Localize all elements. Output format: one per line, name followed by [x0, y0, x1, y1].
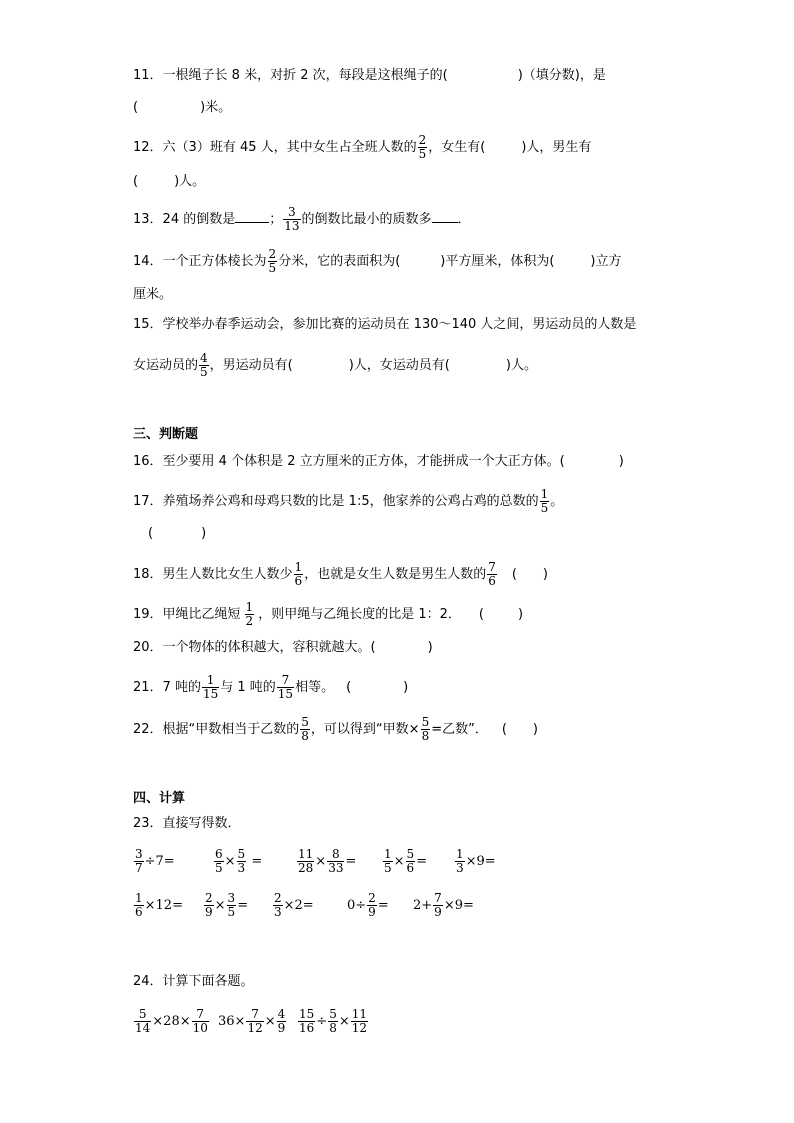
q16-text-a: 16．至少要用 4 个体积是 2 立方厘米的正方体，才能拼成一个大正方体。( [133, 454, 565, 469]
fraction-denominator: 6 [488, 574, 496, 588]
fraction-numerator: 3 [135, 847, 143, 861]
question-21 [133, 674, 408, 701]
question-13 [133, 206, 471, 233]
fraction-numerator: 7 [277, 674, 294, 688]
calc-operator: ÷ [316, 1014, 328, 1029]
calc-text: = [247, 854, 263, 869]
fraction-numerator: 2 [368, 891, 376, 905]
fraction-denominator: 6 [406, 861, 415, 875]
fraction-denominator: 7 [135, 861, 143, 875]
question-14 [133, 248, 622, 275]
calc-text: ×9= [443, 898, 474, 913]
q12-text-e: )人。 [174, 174, 206, 189]
fraction-numerator: 1 [202, 674, 219, 688]
fraction-denominator: 3 [456, 861, 464, 875]
fraction-numerator: 2 [418, 133, 427, 147]
fraction-denominator: 28 [298, 861, 314, 875]
fraction-denominator: 10 [192, 1021, 208, 1035]
fraction-denominator: 13 [284, 219, 300, 233]
calc-problem-2 [218, 1008, 287, 1035]
fraction-numerator: 7 [246, 1008, 263, 1022]
calc-fraction [406, 848, 416, 875]
q13-text-b: ； [269, 212, 283, 227]
calc-fraction [327, 848, 344, 875]
q21-fraction-2 [277, 674, 294, 701]
q14-fraction [268, 248, 278, 275]
q21-text-b: 与 1 吨的 [220, 680, 276, 695]
calc-expression-7 [203, 892, 248, 919]
calc-operator: × [264, 1014, 276, 1029]
question-19 [133, 601, 523, 628]
calc-text: ÷7= [144, 854, 175, 869]
calc-fraction [298, 1008, 315, 1035]
q22-text-c: =乙数”． [431, 722, 488, 737]
q15-text-a: 15．学校举办春季运动会，参加比赛的运动员在 130～140 人之间，男运动员的人数是 [133, 317, 637, 332]
calc-expression-3 [296, 848, 356, 875]
q17-fraction [540, 488, 550, 515]
fraction-numerator: 6 [215, 847, 223, 861]
fraction-numerator: 11 [298, 847, 314, 861]
q15-text-e: )人。 [505, 358, 537, 373]
question-22 [133, 716, 538, 743]
fraction-numerator: 5 [237, 847, 246, 861]
q14-text-c: )平方厘米，体积为( [440, 254, 555, 269]
calc-expression-5 [454, 848, 496, 875]
question-11 [133, 66, 606, 86]
q22-text-b: ，可以得到“甲数× [310, 722, 420, 737]
fraction-numerator: 4 [200, 351, 208, 365]
calc-problem-1 [133, 1008, 210, 1035]
calc-text: = [416, 854, 428, 869]
calc-fraction [367, 892, 377, 919]
fraction-denominator: 9 [205, 905, 213, 919]
q19-text-d: ) [517, 607, 524, 622]
calc-fraction [134, 1008, 151, 1035]
calc-expression-10 [413, 892, 474, 919]
calc-expression-2 [213, 848, 262, 875]
q20-text-b: ) [427, 640, 433, 655]
fraction-denominator: 16 [299, 1021, 315, 1035]
fraction-numerator: 1 [456, 847, 464, 861]
q19-text-a: 19．甲绳比乙绳短 [133, 607, 241, 622]
fraction-denominator: 12 [351, 1021, 368, 1035]
q13-text-c: 的倒数比最小的质数多 [301, 212, 432, 227]
q22-text-e: ) [532, 722, 538, 737]
q14-text-e: 厘米。 [133, 287, 173, 302]
q19-text-b: ，则甲绳与乙绳长度的比是 1：2． [258, 607, 461, 622]
fraction-denominator: 6 [294, 574, 303, 588]
fraction-numerator: 5 [301, 715, 309, 729]
calc-fraction [273, 892, 283, 919]
q15-text-b: 女运动员的 [133, 358, 199, 373]
q11-text-c: ( [133, 100, 139, 115]
question-15 [133, 315, 636, 335]
fraction-numerator: 7 [434, 891, 442, 905]
fraction-numerator: 15 [299, 1007, 315, 1021]
q21-text-d: ( [346, 680, 352, 695]
fraction-denominator: 9 [368, 905, 376, 919]
q16-text-b: ) [618, 454, 624, 469]
calc-text: 36× [218, 1014, 246, 1029]
fraction-numerator: 1 [135, 891, 143, 905]
fraction-denominator: 6 [135, 905, 143, 919]
fraction-numerator: 1 [540, 487, 549, 501]
q18-fraction-2 [487, 561, 497, 588]
section-4-heading: 四、计算 [133, 791, 186, 806]
q12-text-d: ( [133, 174, 139, 189]
fraction-numerator: 3 [283, 206, 300, 220]
q13-underline-1[interactable] [235, 208, 269, 223]
calc-fraction [297, 848, 314, 875]
calc-operator: × [338, 1014, 350, 1029]
calc-fraction [433, 892, 443, 919]
calc-text: ×9= [465, 854, 496, 869]
fraction-numerator: 5 [134, 1008, 151, 1022]
fraction-denominator: 14 [135, 1021, 151, 1035]
calc-text: ×12= [144, 898, 183, 913]
q11-text-d: )米。 [200, 100, 232, 115]
calc-operator: × [393, 854, 405, 869]
fraction-numerator: 1 [294, 560, 303, 574]
q12-text-a: 12．六（3）班有 45 人，其中女生占全班人数的 [133, 140, 417, 155]
fraction-denominator: 15 [277, 687, 294, 701]
fraction-numerator: 3 [227, 891, 236, 905]
fraction-denominator: 33 [328, 861, 344, 875]
calc-fraction [277, 1008, 287, 1035]
calc-operator: × [224, 854, 236, 869]
q22-fraction-2 [421, 716, 431, 743]
calc-fraction [227, 892, 237, 919]
q18-fraction-1 [294, 561, 304, 588]
fraction-denominator: 5 [227, 905, 236, 919]
fraction-denominator: 5 [268, 261, 277, 275]
calc-expression-1 [133, 848, 175, 875]
question-17-cont [148, 524, 206, 544]
q15-fraction [199, 352, 209, 379]
q12-fraction [418, 134, 428, 161]
fraction-denominator: 15 [202, 687, 219, 701]
calc-text: 0÷ [347, 898, 367, 913]
question-17 [133, 488, 563, 515]
q11-text-a: 11．一根绳子长 8 米，对折 2 次，每段是这根绳子的( [133, 68, 448, 83]
calc-operator: × [315, 854, 327, 869]
fraction-denominator: 12 [247, 1021, 263, 1035]
calc-fraction [237, 848, 247, 875]
q18-text-b: ，也就是女生人数是男生人数的 [304, 567, 487, 582]
fraction-numerator: 5 [329, 1007, 337, 1021]
q14-text-b: 分米，它的表面积为( [278, 254, 401, 269]
calc-text: 2+ [413, 898, 433, 913]
calc-expression-6 [133, 892, 183, 919]
calc-expression-4 [382, 848, 427, 875]
fraction-denominator: 9 [434, 905, 442, 919]
fraction-denominator: 8 [421, 729, 430, 743]
q21-fraction-1 [202, 674, 219, 701]
fraction-denominator: 5 [384, 861, 392, 875]
q13-text-a: 13．24 的倒数是 [133, 212, 236, 227]
calc-text: = [345, 854, 357, 869]
q14-text-d: )立方 [590, 254, 622, 269]
fraction-numerator: 7 [488, 560, 496, 574]
fraction-numerator: 11 [351, 1007, 368, 1021]
fraction-denominator: 3 [274, 905, 282, 919]
fraction-denominator: 5 [418, 147, 427, 161]
fraction-denominator: 9 [277, 1021, 286, 1035]
fraction-numerator: 1 [384, 847, 392, 861]
calc-problem-3 [297, 1008, 369, 1035]
question-18 [133, 561, 548, 588]
q13-fraction [283, 206, 300, 233]
q17-text-b: 。 [550, 494, 564, 509]
fraction-numerator: 5 [421, 715, 430, 729]
calc-text: = [237, 898, 249, 913]
calc-expression-8 [272, 892, 314, 919]
fraction-denominator: 2 [245, 614, 254, 628]
calc-fraction [192, 1008, 209, 1035]
q11-text-b: )（填分数)，是 [517, 68, 606, 83]
fraction-denominator: 5 [215, 861, 223, 875]
q22-text-a: 22．根据“甲数相当于乙数的 [133, 722, 300, 737]
calc-fraction [134, 892, 144, 919]
q19-fraction [245, 601, 255, 628]
q18-text-c: ( [511, 567, 517, 582]
fraction-numerator: 2 [205, 891, 213, 905]
question-23-title: 23．直接写得数． [133, 816, 241, 831]
q15-text-c: ，男运动员有( [209, 358, 293, 373]
question-14-cont [133, 285, 172, 305]
fraction-numerator: 8 [327, 848, 344, 862]
q15-text-d: )人，女运动员有( [348, 358, 450, 373]
q18-text-a: 18．男生人数比女生人数少 [133, 567, 293, 582]
calc-fraction [204, 892, 214, 919]
fraction-numerator: 2 [268, 247, 277, 261]
calc-operator: × [214, 898, 226, 913]
calc-fraction [351, 1008, 368, 1035]
question-16 [133, 452, 624, 472]
q12-text-b: ，女生有( [428, 140, 486, 155]
q21-text-a: 21．7 吨的 [133, 680, 201, 695]
section-3-heading: 三、判断题 [133, 427, 199, 442]
question-12-cont [133, 172, 205, 192]
q19-text-c: ( [478, 607, 484, 622]
calc-fraction [383, 848, 393, 875]
fraction-denominator: 3 [237, 861, 246, 875]
q22-text-d: ( [501, 722, 507, 737]
fraction-numerator: 5 [406, 847, 415, 861]
q14-text-a: 14．一个正方体棱长为 [133, 254, 267, 269]
calc-fraction [214, 848, 224, 875]
fraction-numerator: 4 [277, 1007, 286, 1021]
q12-text-c: )人，男生有 [521, 140, 592, 155]
question-15-cont [133, 352, 537, 379]
q13-text-d: ． [457, 212, 471, 227]
q21-text-c: 相等。 [295, 680, 335, 695]
fraction-denominator: 5 [540, 501, 549, 515]
calc-text: ×2= [283, 898, 314, 913]
question-11-cont [133, 98, 231, 118]
q22-fraction-1 [300, 716, 310, 743]
question-20 [133, 638, 433, 658]
calc-fraction [246, 1008, 263, 1035]
fraction-denominator: 8 [329, 1021, 337, 1035]
q13-underline-2[interactable] [432, 208, 458, 223]
q18-text-d: ) [542, 567, 548, 582]
fraction-numerator: 1 [245, 600, 254, 614]
fraction-numerator: 2 [274, 891, 282, 905]
calc-fraction [134, 848, 144, 875]
question-12 [133, 134, 591, 161]
q21-text-e: ) [403, 680, 409, 695]
fraction-numerator: 7 [192, 1008, 209, 1022]
q17-text-a: 17．养殖场养公鸡和母鸡只数的比是 1:5，他家养的公鸡占鸡的总数的 [133, 494, 539, 509]
calc-fraction [328, 1008, 338, 1035]
calc-expression-9 [347, 892, 389, 919]
calc-fraction [455, 848, 465, 875]
calc-text: ×28× [152, 1014, 191, 1029]
fraction-denominator: 8 [301, 729, 309, 743]
question-24-title: 24．计算下面各题。 [133, 974, 254, 989]
calc-text: = [377, 898, 389, 913]
q20-text-a: 20．一个物体的体积越大，容积就越大。( [133, 640, 376, 655]
q17-text-d: ) [201, 526, 207, 541]
fraction-denominator: 5 [200, 365, 208, 379]
q17-text-c: ( [148, 526, 154, 541]
